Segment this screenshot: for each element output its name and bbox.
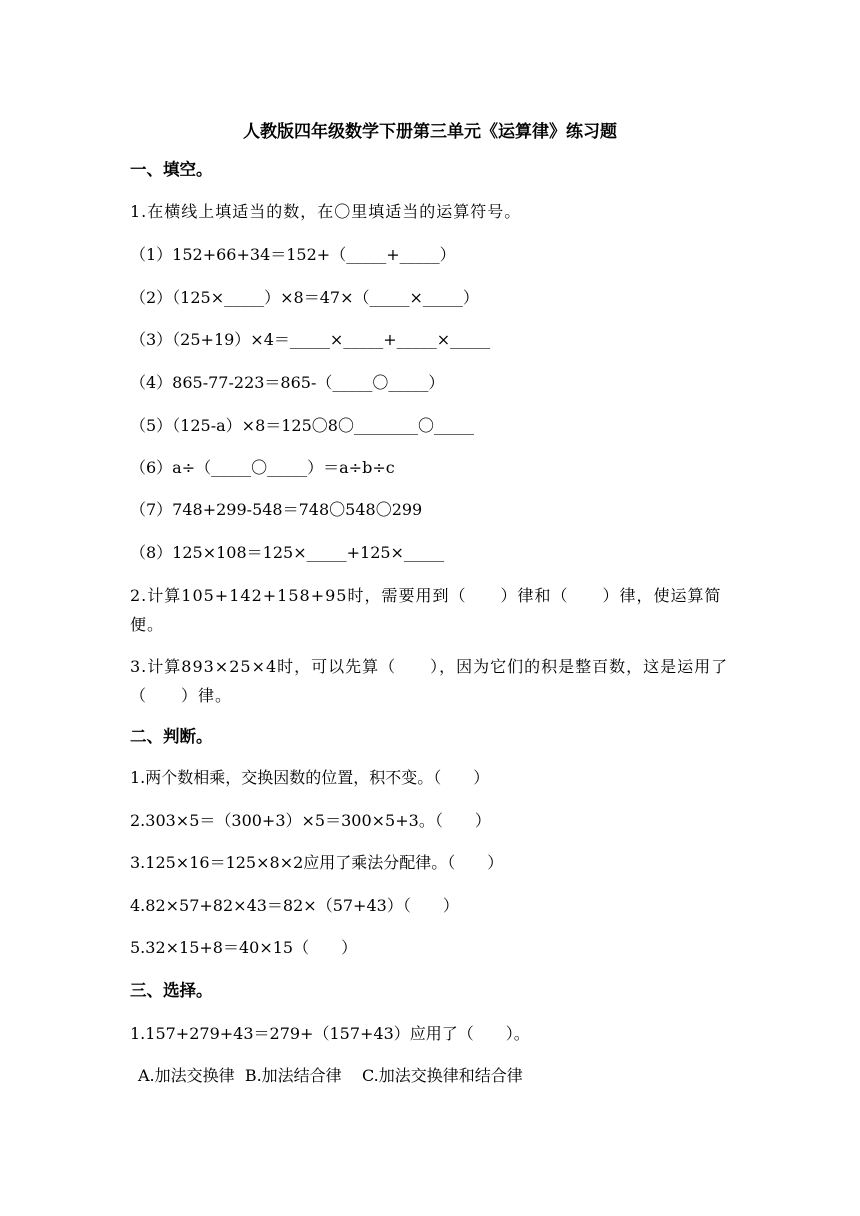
fill-in-question-3: 3.计算893×25×4时，可以先算（ ），因为它们的积是整百数，这是运用了（ ）律。	[130, 657, 729, 705]
judgment-item-2: 2.303×5＝（300+3）×5＝300×5+3。（ ）	[130, 811, 491, 830]
section-fill-in-heading: 一、填空。	[130, 160, 213, 179]
fill-in-item-4: （4）865-77-223＝865-（_____〇_____）	[130, 373, 445, 392]
fill-in-item-2: （2）（125×_____）×8＝47×（_____×_____）	[130, 288, 479, 307]
fill-in-item-7: （7）748+299-548＝748〇548〇299	[130, 500, 423, 519]
fill-in-question-1-intro: 1.在横线上填适当的数，在〇里填适当的运算符号。	[130, 202, 522, 221]
section-judgment-heading: 二、判断。	[130, 727, 213, 746]
judgment-item-1: 1.两个数相乘，交换因数的位置，积不变。（ ）	[130, 768, 490, 787]
fill-in-item-6: （6）a÷（_____〇_____）＝a÷b÷c	[130, 458, 395, 477]
page-title: 人教版四年级数学下册第三单元《运算律》练习题	[243, 122, 617, 142]
fill-in-item-3: （3）（25+19）×4＝_____×_____+_____×_____	[130, 330, 491, 349]
choice-question-1: 1.157+279+43＝279+（157+43）应用了（ ）。	[130, 1024, 530, 1043]
choice-question-1-options: A.加法交换律 B.加法结合律 C.加法交换律和结合律	[138, 1066, 523, 1085]
judgment-item-5: 5.32×15+8＝40×15（ ）	[130, 938, 358, 957]
fill-in-item-5: （5）（125-a）×8＝125〇8〇________〇_____	[130, 416, 474, 435]
judgment-item-3: 3.125×16＝125×8×2应用了乘法分配律。（ ）	[130, 853, 504, 872]
fill-in-item-8: （8）125×108＝125×_____+125×_____	[130, 543, 444, 562]
fill-in-question-2: 2.计算105+142+158+95时，需要用到（ ）律和（ ）律，使运算简便。	[130, 586, 722, 634]
judgment-item-4: 4.82×57+82×43＝82×（57+43）（ ）	[130, 896, 459, 915]
fill-in-item-1: （1）152+66+34＝152+（_____+_____）	[130, 245, 456, 264]
section-choice-heading: 三、选择。	[130, 981, 213, 1000]
